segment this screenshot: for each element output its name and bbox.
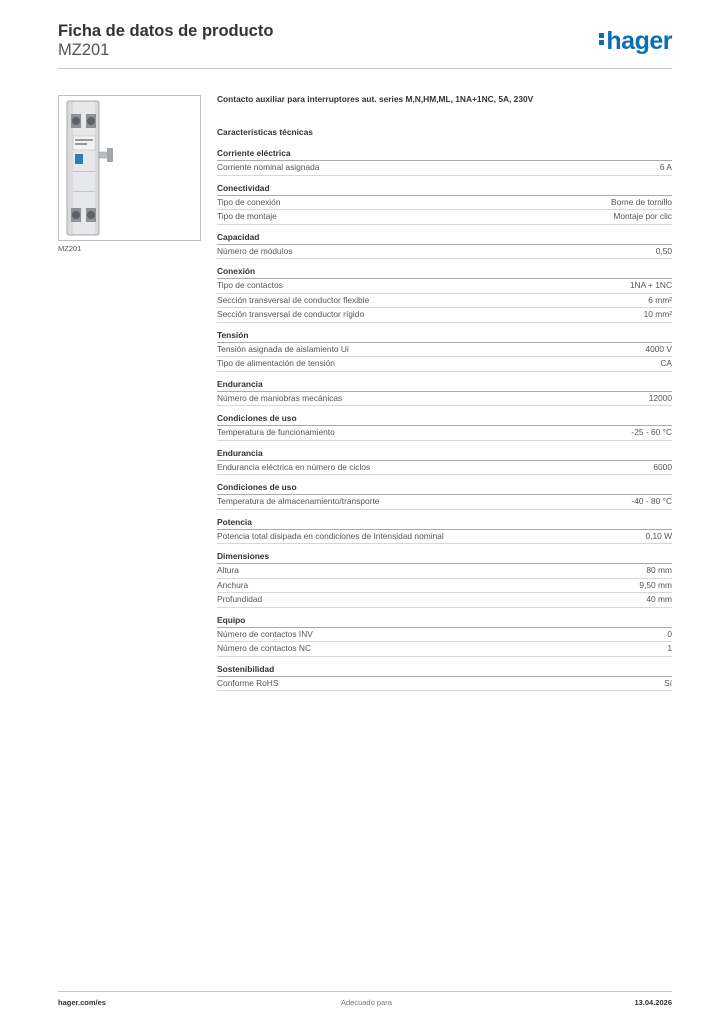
spec-label: Altura — [217, 565, 239, 575]
logo-dots-icon — [599, 31, 605, 47]
spec-value: Sí — [664, 677, 672, 688]
spec-value: 10 mm² — [643, 309, 672, 319]
spec-group — [217, 148, 672, 176]
spec-group — [217, 482, 672, 510]
spec-group-title: Endurancia — [217, 448, 672, 461]
spec-row — [217, 461, 672, 476]
spec-row — [217, 343, 672, 358]
spec-group — [217, 413, 672, 441]
spec-label: Endurancia eléctrica en número de ciclos — [217, 461, 371, 472]
footer-center-text: Adecuado para — [341, 998, 392, 1007]
spec-group-title: Sostenibilidad — [217, 664, 672, 677]
spec-label: Sección transversal de conductor rígido — [217, 309, 365, 319]
auxiliary-contact-image — [59, 96, 200, 240]
spec-group — [217, 330, 672, 372]
page-header — [58, 20, 672, 70]
spec-value: -40 - 80 °C — [631, 496, 672, 506]
spec-group — [217, 551, 672, 608]
logo-text: hager — [606, 27, 672, 55]
spec-row — [217, 628, 672, 643]
image-caption: MZ201 — [58, 244, 82, 253]
spec-group-title: Corriente eléctrica — [217, 148, 672, 161]
spec-value: 80 mm — [646, 565, 672, 575]
spec-label: Número de módulos — [217, 245, 293, 256]
spec-row — [217, 530, 672, 545]
spec-row — [217, 495, 672, 510]
spec-group-title: Capacidad — [217, 232, 672, 245]
spec-group — [217, 664, 672, 692]
product-description: Contacto auxiliar para interruptores aut. series M,N,HM,ML, 1NA+1NC, 5A, 230V — [217, 94, 534, 104]
spec-label: Potencia total disipada en condiciones de Intensidad nominal — [217, 530, 444, 541]
spec-group — [217, 266, 672, 323]
spec-row — [217, 161, 672, 176]
spec-row — [217, 593, 672, 608]
spec-group-title: Condiciones de uso — [217, 482, 672, 495]
spec-label: Tipo de conexión — [217, 196, 281, 207]
spec-value: 0,10 W — [645, 530, 672, 541]
technical-specs-heading: Características técnicas — [217, 127, 313, 137]
spec-value: 0 — [667, 628, 672, 639]
spec-row — [217, 392, 672, 407]
spec-label: Tensión asignada de aislamiento Ui — [217, 343, 349, 354]
spec-row — [217, 426, 672, 441]
spec-row — [217, 245, 672, 260]
spec-label: Profundidad — [217, 594, 263, 604]
spec-label: Temperatura de almacenamiento/transporte — [217, 496, 380, 506]
spec-value: 9,50 mm — [639, 579, 672, 590]
spec-row — [217, 210, 672, 225]
spec-value: 6 mm² — [648, 294, 672, 305]
spec-group-title: Condiciones de uso — [217, 413, 672, 426]
spec-group — [217, 232, 672, 260]
spec-row — [217, 642, 672, 657]
footer-website[interactable]: hager.com/es — [58, 998, 106, 1007]
spec-value: Borne de tornillo — [611, 196, 672, 207]
spec-groups — [217, 148, 672, 691]
spec-label: Número de contactos INV — [217, 628, 313, 639]
product-datasheet — [217, 94, 672, 691]
spec-row — [217, 564, 672, 579]
spec-row — [217, 579, 672, 594]
spec-group-title: Potencia — [217, 517, 672, 530]
spec-row — [217, 196, 672, 211]
spec-group-title: Conexión — [217, 266, 672, 279]
spec-value: CA — [660, 358, 672, 368]
spec-row — [217, 357, 672, 372]
spec-value: 6000 — [653, 461, 672, 472]
spec-row — [217, 279, 672, 294]
spec-label: Tipo de montaje — [217, 211, 277, 221]
spec-label: Conforme RoHS — [217, 677, 279, 688]
spec-group — [217, 183, 672, 225]
spec-value: 1NA + 1NC — [629, 280, 672, 290]
spec-group-title: Dimensiones — [217, 551, 672, 564]
hager-logo — [599, 27, 672, 56]
spec-label: Corriente nominal asignada — [217, 162, 320, 172]
spec-label: Sección transversal de conductor flexible — [217, 294, 370, 305]
header-divider — [58, 68, 672, 69]
spec-label: Número de contactos NC — [217, 643, 312, 653]
footer-date: 13.04.2026 — [634, 998, 672, 1007]
spec-group-title: Conectividad — [217, 183, 672, 196]
product-code: MZ201 — [58, 41, 110, 59]
document-title: Ficha de datos de producto — [58, 22, 274, 40]
spec-label: Tipo de alimentación de tensión — [217, 358, 335, 368]
product-image — [58, 95, 201, 241]
spec-label: Tipo de contactos — [217, 280, 283, 290]
spec-group-title: Tensión — [217, 330, 672, 343]
spec-group-title: Equipo — [217, 615, 672, 628]
footer-divider — [58, 991, 672, 992]
spec-value: 12000 — [648, 392, 672, 403]
spec-value: Montaje por clic — [613, 211, 672, 221]
spec-value: 40 mm — [646, 594, 672, 604]
spec-label: Anchura — [217, 579, 249, 590]
spec-group — [217, 517, 672, 545]
spec-row — [217, 294, 672, 309]
spec-label: Temperatura de funcionamiento — [217, 427, 335, 437]
spec-value: 0,50 — [655, 245, 672, 256]
spec-value: 6 A — [659, 162, 672, 172]
spec-row — [217, 308, 672, 323]
spec-value: 4000 V — [645, 343, 672, 354]
spec-row — [217, 677, 672, 692]
spec-value: 1 — [667, 643, 672, 653]
spec-group — [217, 379, 672, 407]
spec-group — [217, 615, 672, 657]
spec-group-title: Endurancia — [217, 379, 672, 392]
spec-group — [217, 448, 672, 476]
spec-value: -25 - 60 °C — [631, 427, 672, 437]
spec-label: Número de maniobras mecánicas — [217, 392, 343, 403]
